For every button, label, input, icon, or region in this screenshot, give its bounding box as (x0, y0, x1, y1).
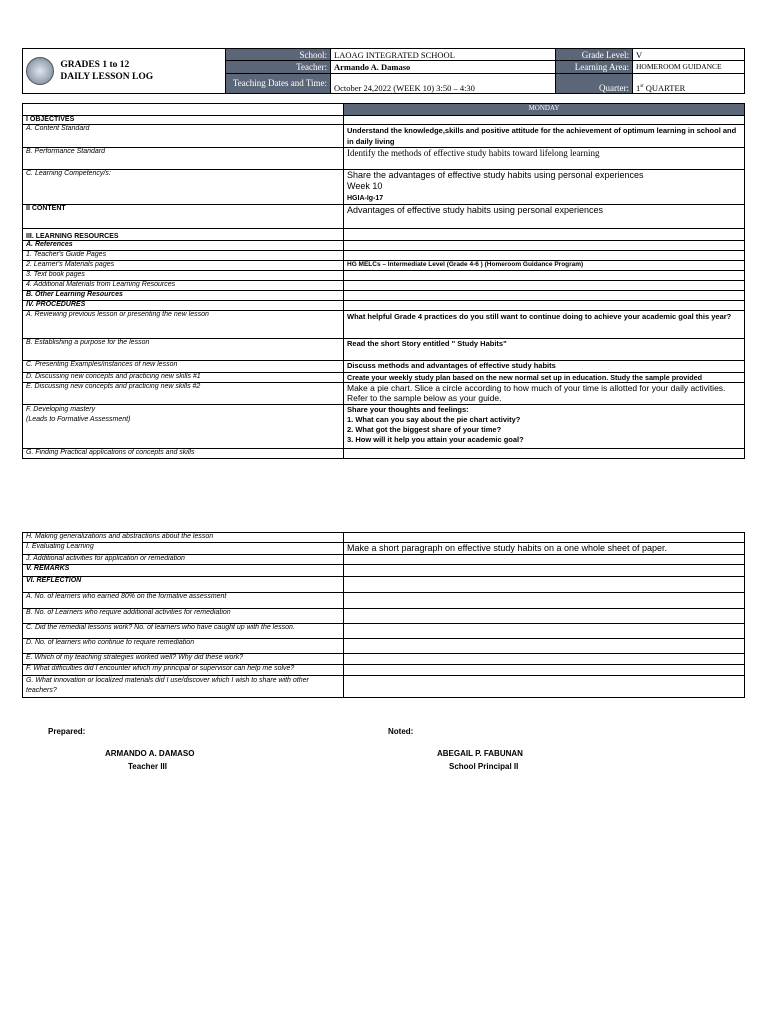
area-value: HOMEROOM GUIDANCE (633, 61, 745, 73)
refl-c-label: C. Did the remedial lessons work? No. of learners who have caught up with the lesson. (23, 624, 344, 639)
additional-materials-label: 4. Additional Materials from Learning Resources (23, 281, 344, 291)
prepared-title: Teacher III (128, 762, 167, 771)
procedures-label: IV. PROCEDURES (23, 301, 344, 311)
proc-f-line1: Share your thoughts and feelings: (347, 405, 469, 414)
proc-d-value: Create your weekly study plan based on the new normal set up in education. Study the sample provided (344, 373, 745, 383)
quarter-sup: st (640, 84, 644, 90)
proc-j-label: J. Additional activities for application or remediation (23, 555, 344, 565)
school-value: LAOAG INTEGRATED SCHOOL (331, 49, 556, 61)
title-line1: GRADES 1 to 12 (60, 60, 130, 70)
refl-f-label: F. What difficulties did I encounter which my principal or supervisor can help me solve? (23, 665, 344, 676)
content-std-value: Understand the knowledge,skills and positive attitude for the achievement of optimum learning in school and in daily living (344, 125, 745, 148)
content-value: Advantages of effective study habits using personal experiences (344, 205, 745, 229)
proc-f-line4: 3. How will it help you attain your academic goal? (347, 435, 524, 444)
perf-std-value: Identify the methods of effective study habits toward lifelong learning (344, 148, 745, 170)
grade-label: Grade Level: (556, 49, 633, 61)
refl-d-label: D. No. of learners who continue to require remediation (23, 639, 344, 654)
proc-a-label: A. Reviewing previous lesson or presenting the new lesson (23, 311, 344, 339)
competency-value (344, 170, 745, 205)
proc-f-label-line2: (Leads to Formative Assessment) (26, 416, 131, 423)
proc-h-label: H. Making generalizations and abstractions about the lesson (23, 533, 344, 543)
title-cell (23, 49, 226, 94)
competency-line2: Week 10 (347, 181, 383, 191)
refl-e-label: E. Which of my teaching strategies worked well? Why did these work? (23, 654, 344, 665)
quarter-num: 1 (636, 83, 641, 93)
quarter-word: QUARTER (643, 83, 686, 93)
lm-label: 2. Learner's Materials pages (23, 261, 344, 271)
quarter-label: Quarter: (556, 73, 633, 93)
proc-i-value: Make a short paragraph on effective study habits on a one whole sheet of paper. (344, 543, 745, 555)
teacher-value: Armando A. Damaso (331, 61, 556, 73)
refl-a-label: A. No. of learners who earned 80% on the formative assessment (23, 593, 344, 609)
proc-f-value (344, 405, 745, 449)
prepared-label: Prepared: (48, 727, 86, 736)
proc-b-label: B. Establishing a purpose for the lesson (23, 339, 344, 361)
noted-title: School Principal II (449, 762, 519, 771)
remarks-label: V. REMARKS (23, 565, 344, 577)
tb-label: 3. Text book pages (23, 271, 344, 281)
area-label: Learning Area: (556, 61, 633, 73)
day-header: MONDAY (344, 104, 745, 116)
content-std-label: A. Content Standard (23, 125, 344, 148)
proc-i-label: I. Evaluating Learning (23, 543, 344, 555)
content-label: II CONTENT (23, 205, 344, 229)
other-resources-label: B. Other Learning Resources (23, 291, 344, 301)
proc-f-label-line1: F. Developing mastery (26, 406, 96, 413)
proc-f-line2: 1. What can you say about the pie chart activity? (347, 415, 521, 424)
doc-title (60, 59, 153, 83)
header-table (22, 48, 745, 94)
lm-value: HG MELCs – Intermediate Level (Grade 4-6 ) (Homeroom Guidance Program) (344, 261, 745, 271)
proc-b-value: Read the short Story entitled " Study Habits" (344, 339, 745, 361)
proc-g-label: G. Finding Practical applications of concepts and skills (23, 449, 344, 459)
dates-label: Teaching Dates and Time: (226, 73, 331, 93)
tg-label: 1. Teacher's Guide Pages (23, 251, 344, 261)
proc-a-value: What helpful Grade 4 practices do you still want to continue doing to achieve your academic goal this year? (344, 311, 745, 339)
refl-g-label: G. What innovation or localized materials did I use/discover which I wish to share with other teachers? (23, 676, 344, 698)
competency-line1: Share the advantages of effective study habits using personal experiences (347, 170, 644, 180)
perf-std-label: B. Performance Standard (23, 148, 344, 170)
reflection-label: VI. REFLECTION (23, 577, 344, 593)
references-label: A. References (23, 241, 344, 251)
objectives-label: I OBJECTIVES (23, 116, 344, 125)
proc-e-label: E. Discussing new concepts and practicing new skills #2 (23, 383, 344, 405)
prepared-name: ARMANDO A. DAMASO (105, 749, 195, 758)
resources-label: III. LEARNING RESOURCES (23, 229, 344, 241)
competency-label: C. Learning Competency/s: (23, 170, 344, 205)
proc-f-line3: 2. What got the biggest share of your time? (347, 425, 502, 434)
lesson-table-2 (22, 532, 745, 698)
school-label: School: (226, 49, 331, 61)
deped-seal-icon (26, 57, 54, 85)
noted-name: ABEGAIL P. FABUNAN (437, 749, 523, 758)
title-line2: DAILY LESSON LOG (60, 72, 154, 82)
grade-value: V (633, 49, 745, 61)
proc-f-label (23, 405, 344, 449)
refl-b-label: B. No. of Learners who require additional activities for remediation (23, 609, 344, 624)
dates-value: October 24,2022 (WEEK 10) 3:50 – 4:30 (331, 73, 556, 93)
lesson-table-1 (22, 103, 745, 459)
quarter-value (633, 73, 745, 93)
teacher-label: Teacher: (226, 61, 331, 73)
proc-e-value: Make a pie chart. Slice a circle according to how much of your time is allotted for your daily activities. Refer to the sample below as your guide. (344, 383, 745, 405)
proc-c-label: C. Presenting Examples/instances of new lesson (23, 361, 344, 373)
noted-label: Noted: (388, 727, 414, 736)
proc-d-label: D. Discussing new concepts and practicing new skills #1 (23, 373, 344, 383)
competency-code: HGIA-Ig-17 (347, 195, 384, 202)
proc-c-value: Discuss methods and advantages of effective study habits (344, 361, 745, 373)
